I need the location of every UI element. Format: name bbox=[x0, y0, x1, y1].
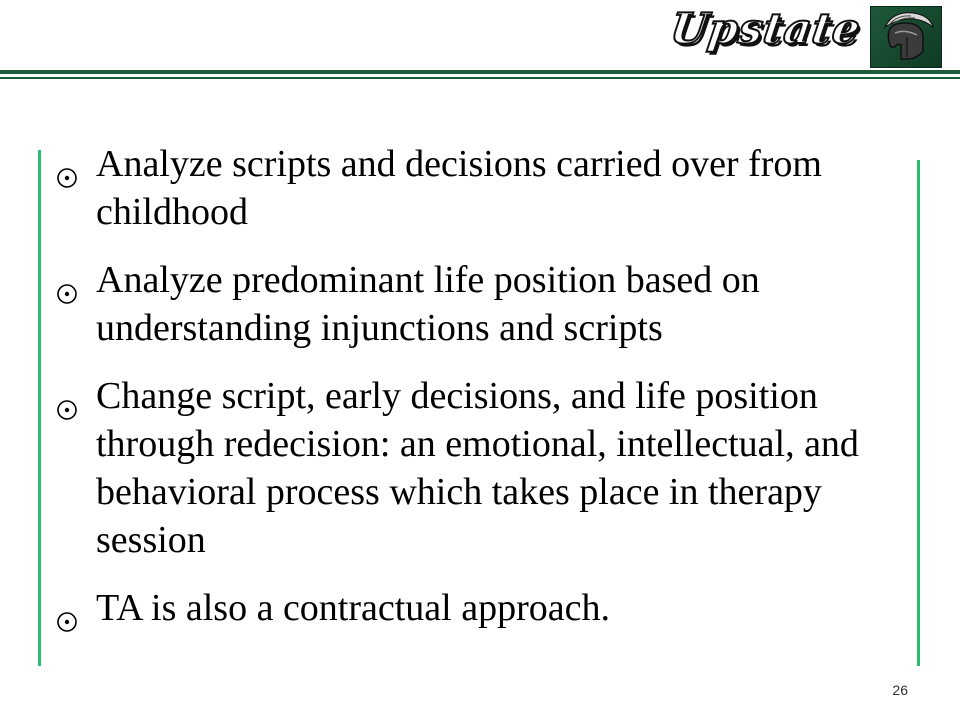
spartan-helmet-icon bbox=[870, 6, 942, 68]
bullet-item bbox=[52, 256, 872, 352]
header-brand-text: Upstate bbox=[667, 4, 864, 53]
circle-dot-icon bbox=[56, 385, 78, 407]
bullet-list bbox=[52, 140, 872, 652]
bullet-text: Analyze scripts and decisions carried over from childhood bbox=[96, 143, 822, 233]
page-number: 26 bbox=[892, 682, 908, 698]
left-accent-bar bbox=[38, 150, 41, 666]
bullet-item bbox=[52, 584, 872, 632]
bullet-text: Analyze predominant life position based on understanding injunctions and scripts bbox=[96, 259, 760, 349]
circle-dot-icon bbox=[56, 153, 78, 175]
right-accent-bar bbox=[917, 160, 920, 666]
bullet-item bbox=[52, 140, 872, 236]
header-rule-thin bbox=[0, 77, 960, 79]
header-rule-thick bbox=[0, 70, 960, 74]
bullet-item bbox=[52, 372, 872, 564]
circle-dot-icon bbox=[56, 269, 78, 291]
bullet-text: Change script, early decisions, and life position through redecision: an emotional, intellectual, and behavioral process which takes place in therapy session bbox=[96, 375, 859, 561]
circle-dot-icon bbox=[56, 597, 78, 619]
bullet-text: TA is also a contractual approach. bbox=[96, 587, 610, 629]
